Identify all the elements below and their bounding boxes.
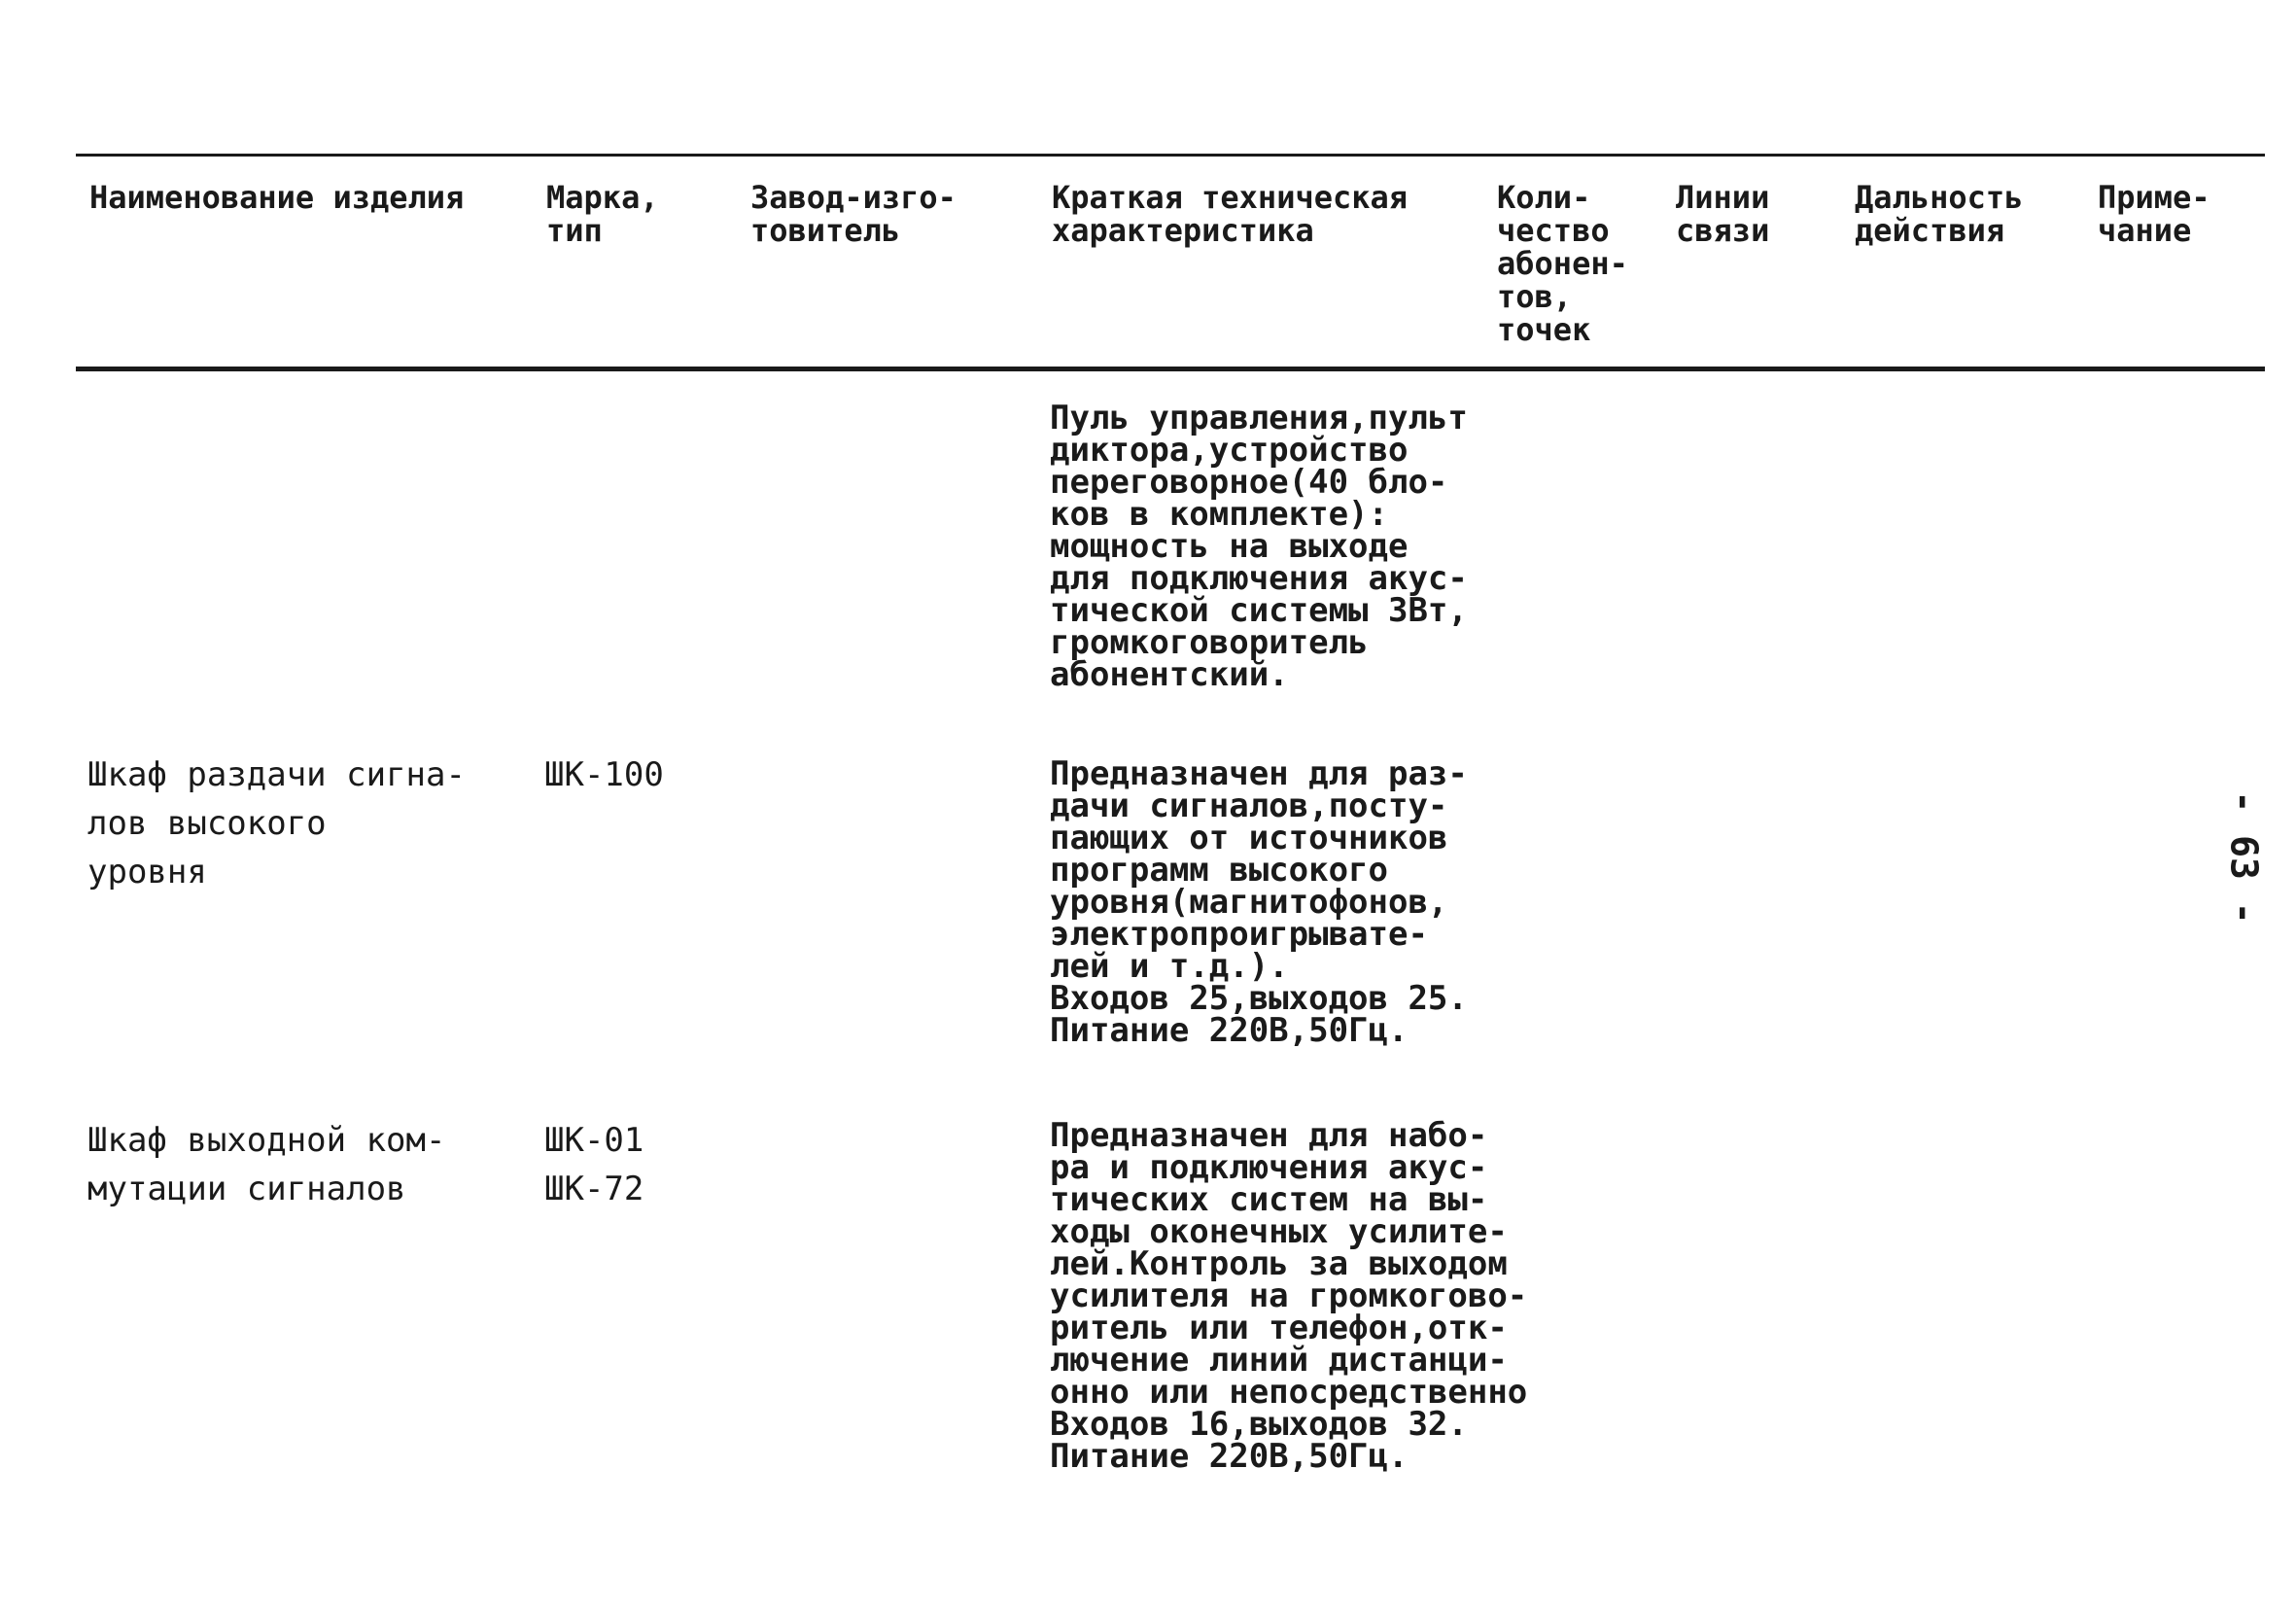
row-description: Пуль управления,пульт диктора,устройство переговорное(40 бло- ков в комплекте): мощность на выходе для подключения акус- тической системы 3Вт, громкоговоритель абонентский. [1050,399,1468,694]
header-name: Наименование изделия [89,179,465,216]
row-name: Шкаф раздачи сигна- лов высокого уровня [87,755,466,891]
row-mark: ШК-01 ШК-72 [544,1121,644,1208]
header-note: Приме- чание [2098,179,2210,249]
rule-mid [76,367,2265,371]
header-range: Дальность действия [1855,179,2024,249]
row-description: Предназначен для раз- дачи сигналов,посту- пающих от источников программ высокого уровня(магнитофонов, электропроигрывате- лей и т.д.). Входов 25,выходов 25. Питание 220В,50Гц. [1050,754,1468,1050]
row-name: Шкаф выходной ком- мутации сигналов [87,1121,446,1208]
rule-top [76,154,2265,157]
row-description: Предназначен для набо- ра и подключения акус- тических систем на вы- ходы оконечных усилите- лей.Контроль за выходом усилителя на громкогово- ритель или телефон,отк- лючение линий дистанци- онно или непосредственно Входов 16,выходов 32. Питание 220В,50Гц. [1050,1116,1528,1476]
header-characteristics: Краткая техническая характеристика [1052,179,1409,249]
row-mark: ШК-100 [544,755,664,794]
header-lines: Линии связи [1676,179,1770,249]
header-manufacturer: Завод-изго- товитель [750,179,957,249]
page-number: - 63 - [2222,790,2266,925]
header-mark: Марка, тип [546,179,659,249]
header-subscribers: Коли- чество абонен- тов, точек [1497,179,1628,348]
